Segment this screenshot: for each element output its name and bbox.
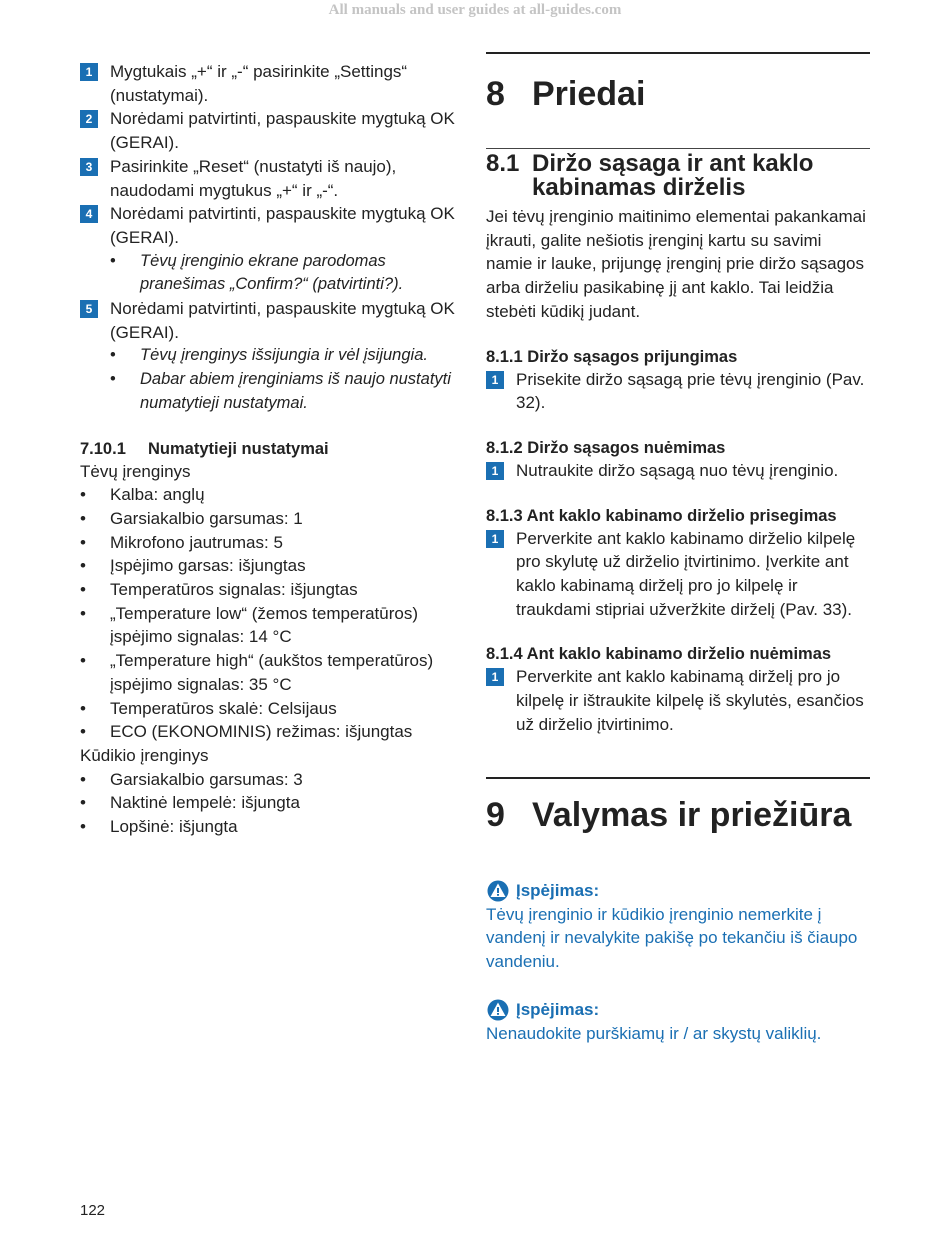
subsection-heading: 8.1.2 Diržo sąsagos nuėmimas — [486, 438, 726, 457]
step-text: Norėdami patvirtinti, paspauskite mygtuką OK (GERAI). — [110, 204, 455, 247]
step-3 — [80, 155, 465, 202]
subsection-heading: 8.1.4 Ant kaklo kabinamo dirželio nuėmimas — [486, 645, 832, 664]
step-4 — [80, 202, 465, 249]
subsection-step — [486, 459, 870, 483]
step-number-badge: 3 — [80, 158, 98, 176]
step-text: Nutraukite diržo sąsagą nuo tėvų įrenginio. — [516, 460, 839, 480]
list-item-text: Temperatūros skalė: Celsijaus — [110, 698, 337, 718]
list-item: • ECO (EKONOMINIS) režimas: išjungtas — [80, 720, 465, 744]
step-number-badge: 5 — [80, 300, 98, 318]
result-bullet: • Tėvų įrenginys išsijungia ir vėl įsijungia. — [80, 344, 465, 368]
result-bullet: • Dabar abiem įrenginiams iš naujo nustatyti numatytieji nustatymai. — [80, 368, 465, 415]
section-heading-8-1: 8.1 Diržo sąsaga ir ant kaklo kabinamas dirželis — [486, 150, 814, 201]
list-item: • Lopšinė: išjungta — [80, 815, 465, 839]
subsection-heading: 8.1.1 Diržo sąsagos prijungimas — [486, 347, 738, 366]
warning-icon — [486, 880, 510, 902]
step-1 — [80, 60, 465, 107]
parent-unit-label: Tėvų įrenginys — [80, 461, 191, 481]
warning-icon — [486, 999, 510, 1021]
step-5 — [80, 297, 465, 344]
step-number-badge: 1 — [486, 371, 504, 389]
step-text: Prisekite diržo sąsagą prie tėvų įrenginio (Pav. 32). — [516, 369, 865, 413]
step-number-badge: 1 — [80, 63, 98, 81]
section-heading-7-10-1: 7.10.1 Numatytieji nustatymai — [80, 439, 329, 458]
step-number-badge: 2 — [80, 110, 98, 128]
warning-title: Įspėjimas: — [486, 879, 870, 903]
subsection-heading: 8.1.3 Ant kaklo kabinamo dirželio prisegimas — [486, 506, 837, 525]
list-item-text: „Temperature low“ (žemos temperatūros) įspėjimo signalas: 14 °C — [110, 603, 418, 647]
list-item-text: Mikrofono jautrumas: 5 — [110, 532, 283, 552]
result-text: Dabar abiem įrenginiams iš naujo nustatyti numatytieji nustatymai. — [140, 370, 451, 412]
list-item: • Garsiakalbio garsumas: 1 — [80, 507, 465, 531]
subsection-step — [486, 368, 870, 415]
result-text: Tėvų įrenginio ekrane parodomas pranešimas „Confirm?“ (patvirtinti?). — [140, 251, 404, 294]
step-number-badge: 1 — [486, 530, 504, 548]
list-item-text: Temperatūros signalas: išjungtas — [110, 580, 358, 600]
subsection-step — [486, 527, 870, 622]
chapter-heading-9: 9 Valymas ir priežiūra — [486, 795, 852, 834]
step-number-badge: 1 — [486, 668, 504, 686]
list-item-text: Naktinė lempelė: išjungta — [110, 793, 300, 813]
baby-defaults-list — [80, 768, 465, 839]
subsection-step — [486, 665, 870, 736]
result-text: Tėvų įrenginys išsijungia ir vėl įsijungia. — [140, 346, 428, 365]
chapter-rule — [486, 52, 870, 54]
result-bullet: • Tėvų įrenginio ekrane parodomas pranešimas „Confirm?“ (patvirtinti?). — [80, 250, 465, 297]
list-item: • „Temperature high“ (aukštos temperatūros) įspėjimo signalas: 35 °C — [80, 649, 465, 696]
step-text: Perverkite ant kaklo kabinamo dirželio kilpelę pro skylutę už dirželio įtvirtinimo. Įverkite ant kaklo kabinamą dirželį pro jo kilpelę ir traukdami stipriai užveržkite dirželį (Pav. 33). — [516, 528, 856, 619]
list-item-text: Įspėjimo garsas: išjungtas — [110, 556, 306, 576]
step-number-badge: 1 — [486, 462, 504, 480]
parent-defaults-list — [80, 483, 465, 744]
section-body: Jei tėvų įrenginio maitinimo elementai pakankamai įkrauti, galite nešiotis įrenginį kartu su savimi namie ir lauke, prijungę įrenginį prie diržo sąsagos arba dirželiu pasikabinę jį ant kaklo. Tai leidžia stebėti kūdikį judant. — [486, 207, 866, 321]
watermark: All manuals and user guides at all-guides.com — [328, 2, 622, 18]
step-text: Norėdami patvirtinti, paspauskite mygtuką OK (GERAI). — [110, 109, 455, 153]
list-item: • Kalba: anglų — [80, 483, 465, 507]
right-column — [486, 52, 870, 1045]
list-item-text: Garsiakalbio garsumas: 3 — [110, 769, 303, 789]
list-item: • „Temperature low“ (žemos temperatūros) įspėjimo signalas: 14 °C — [80, 602, 465, 649]
step-text: Perverkite ant kaklo kabinamą dirželį pro jo kilpelę ir ištraukite kilpelę iš skylutės, esančios už dirželio įtvirtinimo. — [516, 667, 864, 734]
step-text: Mygtukais „+“ ir „-“ pasirinkite „Settings“ (nustatymai). — [110, 62, 408, 105]
left-column — [80, 60, 465, 839]
warning-text: Nenaudokite purškiamų ir / ar skystų valiklių. — [486, 1023, 822, 1043]
list-item: • Naktinė lempelė: išjungta — [80, 791, 465, 815]
list-item-text: Kalba: anglų — [110, 485, 205, 505]
step-text: Norėdami patvirtinti, paspauskite mygtuką OK (GERAI). — [110, 299, 455, 342]
chapter-heading-8: 8 Priedai — [486, 75, 646, 113]
list-item: • Temperatūros skalė: Celsijaus — [80, 697, 465, 721]
warning-title: Įspėjimas: — [486, 998, 870, 1022]
list-item: • Temperatūros signalas: išjungtas — [80, 578, 465, 602]
list-item: • Garsiakalbio garsumas: 3 — [80, 768, 465, 792]
chapter-rule — [486, 777, 870, 779]
list-item-text: „Temperature high“ (aukštos temperatūros) įspėjimo signalas: 35 °C — [110, 651, 434, 694]
step-number-badge: 4 — [80, 205, 98, 223]
list-item: • Įspėjimo garsas: išjungtas — [80, 554, 465, 578]
list-item: • Mikrofono jautrumas: 5 — [80, 531, 465, 555]
section-rule — [486, 148, 870, 149]
list-item-text: Lopšinė: išjungta — [110, 817, 238, 837]
warning-text: Tėvų įrenginio ir kūdikio įrenginio nemerkite į vandenį ir nevalykite pakišę po tekančiu iš čiaupo vandeniu. — [486, 904, 858, 971]
page-number: 122 — [80, 1202, 106, 1219]
step-text: Pasirinkite „Reset“ (nustatyti iš naujo), naudodami mygtukus „+“ ir „-“. — [110, 156, 397, 200]
list-item-text: Garsiakalbio garsumas: 1 — [110, 508, 303, 528]
list-item-text: ECO (EKONOMINIS) režimas: išjungtas — [110, 722, 413, 742]
baby-unit-label: Kūdikio įrenginys — [80, 745, 209, 765]
step-2 — [80, 107, 465, 154]
